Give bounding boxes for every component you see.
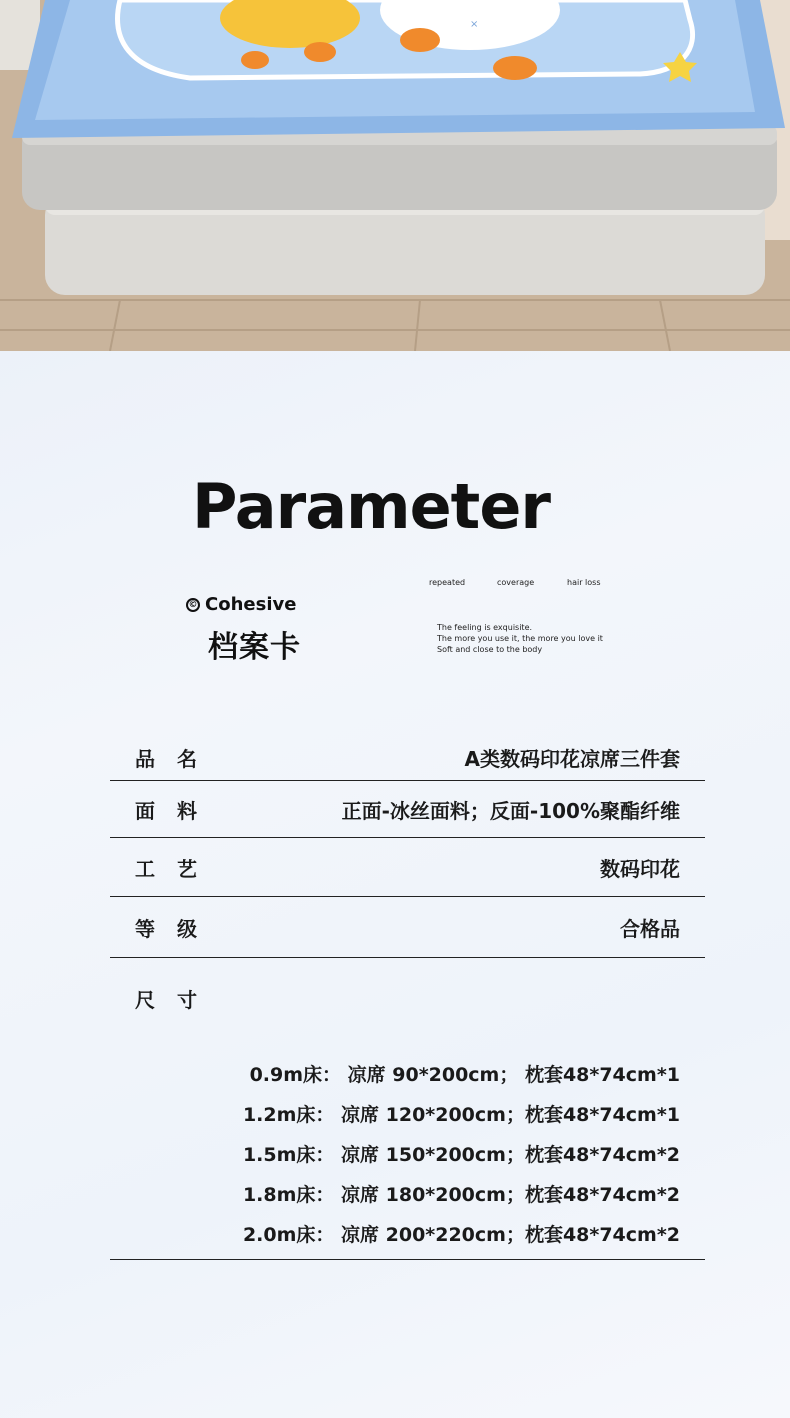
spec-label: 等级 [135,916,219,941]
product-photo [0,0,790,351]
page-title: Parameter [192,470,550,543]
brand [186,594,296,615]
blurb-line: Soft and close to the body [437,645,543,654]
blurb [437,622,603,655]
tag-repeated: repeated [429,578,466,587]
size-line: 0.9m床： 凉席 90*200cm； 枕套48*74cm*1 [249,1064,680,1086]
spec-value: A类数码印花凉席三件套 [464,747,680,771]
spec-value: 正面-冰丝面料；反面-100%聚酯纤维 [341,798,680,823]
spec-label: 面料 [135,798,219,823]
copyright-icon: © [186,598,200,612]
size-line: 1.8m床： 凉席 180*200cm；枕套48*74cm*2 [242,1184,680,1206]
spec-row-fabric [110,781,705,838]
spec-value: 数码印花 [600,856,680,881]
size-list [240,1060,680,1260]
size-line: 2.0m床： 凉席 200*220cm；枕套48*74cm*2 [242,1224,680,1246]
size-line: 1.5m床： 凉席 150*200cm；枕套48*74cm*2 [242,1144,680,1166]
spec-label: 工艺 [135,856,219,881]
tag-row [0,578,790,590]
spec-value: 合格品 [620,916,680,941]
product-photo-illustration [0,0,790,351]
tag-hair-loss: hair loss [567,578,601,587]
spec-label: 品名 [135,747,219,771]
tag-coverage: coverage [497,578,535,587]
spec-row-grade [110,897,705,958]
spec-table [110,735,705,1260]
size-line: 1.2m床： 凉席 120*200cm；枕套48*74cm*1 [242,1104,680,1126]
blurb-line: The feeling is exquisite. [437,623,533,632]
card-title: 档案卡 [208,630,301,665]
blurb-line: The more you use it, the more you love it [437,634,603,643]
spec-row-size [110,958,705,1260]
spec-label: 尺寸 [135,988,219,1012]
spec-row-craft [110,838,705,897]
brand-name: Cohesive [205,594,297,615]
spec-row-name [110,735,705,781]
svg-text:×: × [470,19,479,30]
